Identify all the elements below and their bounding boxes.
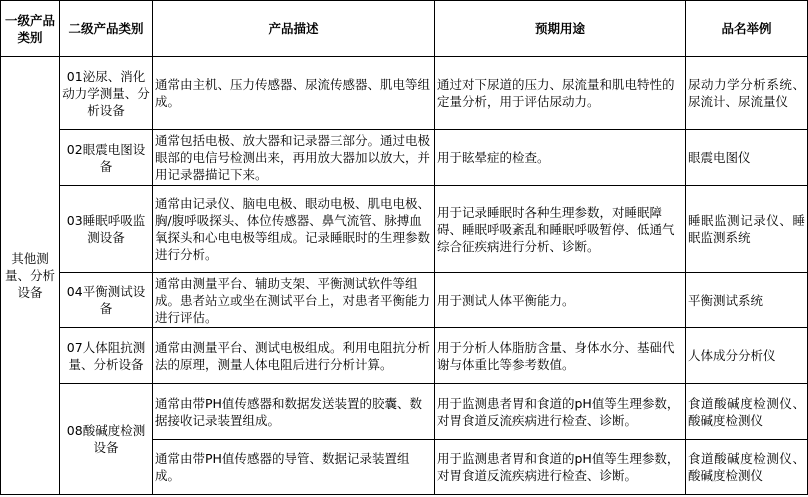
header-level2-category: 二级产品类别 — [60, 1, 153, 57]
table-row — [1, 130, 808, 186]
header-example-names: 品名举例 — [686, 1, 808, 57]
table-header-row — [1, 1, 808, 57]
description-cell: 通常包括电极、放大器和记录器三部分。通过电极眼部的电信号检测出来，再用放大器加以放大，并用记录器描记下来。 — [153, 130, 435, 186]
level2-category-cell: 04平衡测试设备 — [60, 273, 153, 328]
example-names-cell: 尿动力学分析系统、尿流计、尿流量仪 — [686, 57, 808, 130]
intended-use-cell: 用于记录睡眠时各种生理参数，对睡眠障碍、睡眠呼吸紊乱和睡眠呼吸暂停、低通气综合征疾病进行分析、诊断。 — [435, 186, 686, 273]
intended-use-cell: 用于分析人体脂肪含量、身体水分、基础代谢与体重比等参考数值。 — [435, 328, 686, 384]
intended-use-cell: 用于测试人体平衡能力。 — [435, 273, 686, 328]
intended-use-cell: 用于监测患者胃和食道的pH值等生理参数，对胃食道反流疾病进行检查、诊断。 — [435, 384, 686, 440]
example-names-cell: 人体成分分析仪 — [686, 328, 808, 384]
header-level1-category: 一级产品类别 — [1, 1, 60, 57]
table-row — [1, 186, 808, 273]
level1-category-cell: 其他测量、分析设备 — [1, 57, 60, 495]
header-product-description: 产品描述 — [153, 1, 435, 57]
description-cell: 通常由带PH值传感器和数据发送装置的胶囊、数据接收记录装置组成。 — [153, 384, 435, 440]
table-row — [1, 273, 808, 328]
table-row — [1, 328, 808, 384]
description-cell: 通常由记录仪、脑电电极、眼动电极、肌电电极、胸/腹呼吸探头、体位传感器、鼻气流管、脉搏血氧探头和心电电极等组成。记录睡眠时的生理参数进行分析。 — [153, 186, 435, 273]
description-cell: 通常由主机、压力传感器、尿流传感器、肌电等组成。 — [153, 57, 435, 130]
level2-category-cell: 01泌尿、消化动力学测量、分析设备 — [60, 57, 153, 130]
header-intended-use: 预期用途 — [435, 1, 686, 57]
intended-use-cell: 用于监测患者胃和食道的pH值等生理参数，对胃食道反流疾病进行检查、诊断。 — [435, 440, 686, 495]
table-row — [1, 384, 808, 440]
description-cell: 通常由带PH值传感器的导管、数据记录装置组成。 — [153, 440, 435, 495]
example-names-cell: 睡眠监测记录仪、睡眠监测系统 — [686, 186, 808, 273]
example-names-cell: 眼震电图仪 — [686, 130, 808, 186]
description-cell: 通常由测量平台、测试电极组成。利用电阻抗分析法的原理，测量人体电阻后进行分析计算。 — [153, 328, 435, 384]
example-names-cell: 平衡测试系统 — [686, 273, 808, 328]
table-row — [1, 57, 808, 130]
intended-use-cell: 用于眩晕症的检查。 — [435, 130, 686, 186]
level2-category-cell: 08酸碱度检测设备 — [60, 384, 153, 495]
level2-category-cell: 02眼震电图设备 — [60, 130, 153, 186]
description-cell: 通常由测量平台、辅助支架、平衡测试软件等组成。患者站立或坐在测试平台上，对患者平衡能力进行评估。 — [153, 273, 435, 328]
level2-category-cell: 03睡眠呼吸监测设备 — [60, 186, 153, 273]
level2-category-cell: 07人体阻抗测量、分析设备 — [60, 328, 153, 384]
intended-use-cell: 通过对下尿道的压力、尿流量和肌电特性的定量分析，用于评估尿动力。 — [435, 57, 686, 130]
example-names-cell: 食道酸碱度检测仪、酸碱度检测仪 — [686, 384, 808, 440]
example-names-cell: 食道酸碱度检测仪、酸碱度检测仪 — [686, 440, 808, 495]
